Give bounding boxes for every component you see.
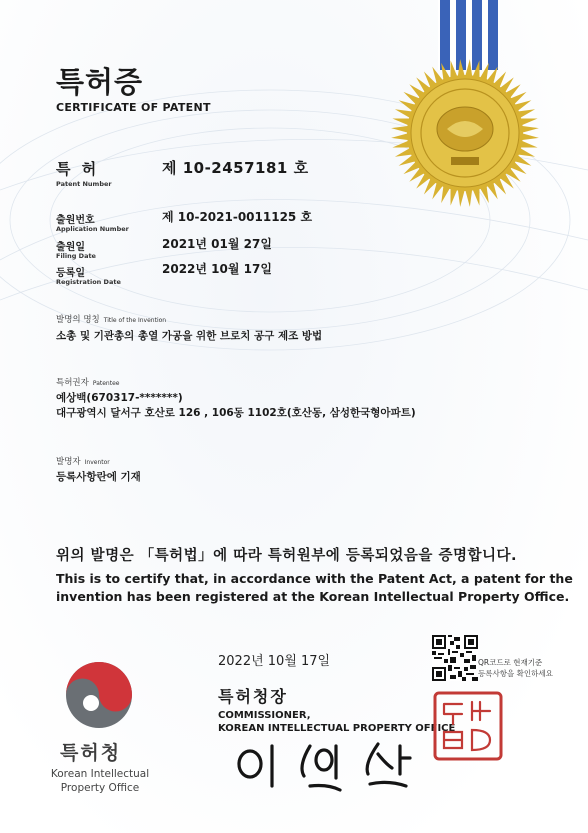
invention-label-en: Title of the Invention: [103, 317, 167, 324]
invention-label: [56, 313, 166, 325]
inventor-value: 등록사항란에 기재: [56, 471, 141, 483]
filing-date-label: 출원일: [56, 242, 85, 253]
seal-ray: [521, 133, 539, 140]
commissioner-english-line2: KOREAN INTELLECTUAL PROPERTY OFFICE: [218, 723, 456, 734]
seal-ray: [458, 59, 465, 77]
invention-title: 소총 및 기관총의 총열 가공을 위한 브로치 공구 제조 방법: [56, 330, 323, 342]
application-number-label: 출원번호: [56, 215, 95, 226]
registration-date-label: 등록일: [56, 268, 85, 279]
gold-seal-icon: [388, 56, 542, 210]
seal-ray: [465, 189, 472, 207]
commissioner-english-line1: COMMISSIONER,: [218, 710, 311, 721]
inventor-label-kr: 발명자: [56, 457, 81, 467]
patentee-label-en: Patentee: [92, 380, 120, 387]
certification-english-line1: This is to certify that, in accordance with the Patent Act, a patent for the: [56, 571, 573, 586]
inventor-label-en: Inventor: [84, 459, 110, 466]
patentee-address: 대구광역시 달서구 호산로 126 , 106동 1102호(호산동, 삼성한국형아파트): [56, 407, 416, 419]
seal-ray: [465, 59, 472, 77]
kipo-logo-icon: [64, 660, 134, 730]
patentee-name: 예상백(670317-*******): [56, 392, 183, 404]
certificate-title-english: CERTIFICATE OF PATENT: [56, 101, 211, 114]
application-number-label-en: Application Number: [56, 225, 129, 233]
patent-number-label: 특 허: [56, 160, 100, 178]
seal-ray: [458, 189, 465, 207]
certificate-title: 특허증: [56, 65, 144, 99]
certification-english-line2: invention has been registered at the Korean Intellectual Property Office.: [56, 589, 570, 604]
qr-note-line2: 등록사항을 확인하세요: [478, 669, 553, 678]
office-logo-english-line2: Property Office: [60, 782, 140, 794]
application-number-value: 제 10-2021-0011125 호: [162, 210, 313, 224]
office-logo-english-line1: Korean Intellectual: [50, 768, 150, 780]
registration-date-value: 2022년 10월 17일: [162, 262, 272, 276]
patentee-label: [56, 376, 119, 388]
inventor-label: [56, 455, 110, 467]
seal-ray: [391, 126, 409, 133]
official-stamp-icon: [432, 690, 504, 762]
qr-code-icon[interactable]: [432, 635, 478, 681]
issue-date: 2022년 10월 17일: [218, 654, 331, 669]
invention-label-kr: 발명의 명칭: [56, 315, 100, 325]
filing-date-label-en: Filing Date: [56, 252, 96, 260]
signature-icon: [228, 738, 428, 798]
patent-number-value: 제 10-2457181 호: [162, 159, 309, 177]
office-logo-korean: 특허청: [60, 742, 122, 764]
qr-note-line1: QR코드로 현재기준: [478, 658, 543, 667]
commissioner-korean: 특허청장: [218, 687, 288, 706]
registration-date-label-en: Registration Date: [56, 278, 121, 286]
patentee-label-kr: 특허권자: [56, 378, 89, 388]
seal-ray: [391, 133, 409, 140]
filing-date-value: 2021년 01월 27일: [162, 237, 272, 251]
patent-number-label-en: Patent Number: [56, 180, 112, 188]
seal-ray: [521, 126, 539, 133]
certification-korean: 위의 발명은 「특허법」에 따라 특허원부에 등록되었음을 증명합니다.: [56, 548, 517, 564]
